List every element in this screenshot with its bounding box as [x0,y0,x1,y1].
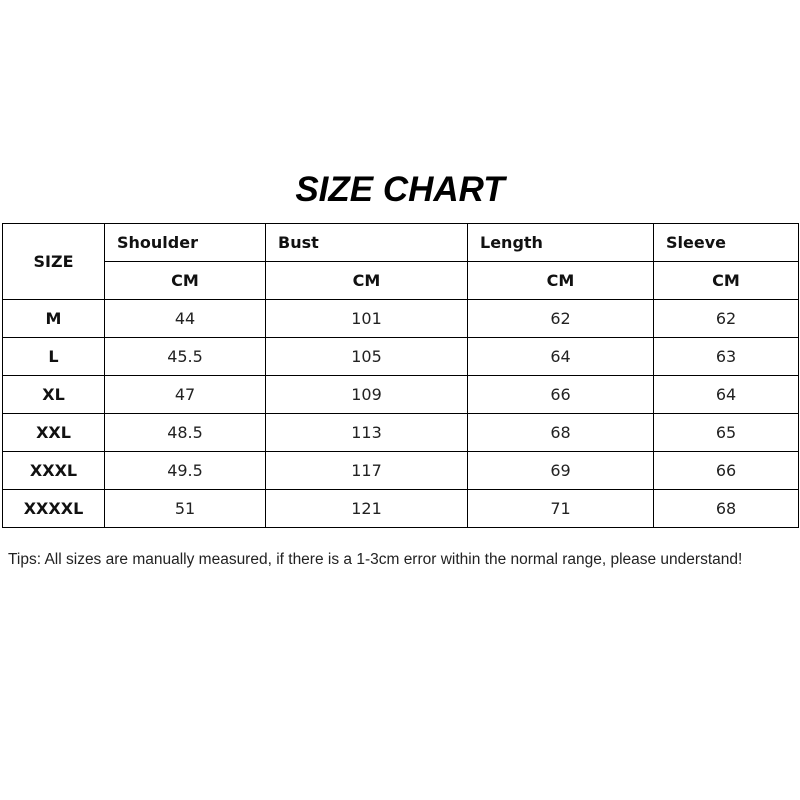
table-row [3,452,799,490]
table-row [3,490,799,528]
bust-cell: 117 [266,452,468,490]
bust-cell: 121 [266,490,468,528]
table-row [3,414,799,452]
unit-length: CM [468,262,654,300]
size-cell: XL [3,376,105,414]
unit-bust: CM [266,262,468,300]
size-cell: XXXL [3,452,105,490]
shoulder-cell: 51 [105,490,266,528]
header-bust: Bust [266,224,468,262]
bust-cell: 105 [266,338,468,376]
sleeve-cell: 64 [654,376,799,414]
header-row [3,224,799,262]
sleeve-cell: 68 [654,490,799,528]
shoulder-cell: 45.5 [105,338,266,376]
length-cell: 68 [468,414,654,452]
unit-row [3,262,799,300]
size-cell: L [3,338,105,376]
bust-cell: 113 [266,414,468,452]
shoulder-cell: 47 [105,376,266,414]
sleeve-cell: 62 [654,300,799,338]
unit-sleeve: CM [654,262,799,300]
length-cell: 62 [468,300,654,338]
sleeve-cell: 63 [654,338,799,376]
length-cell: 69 [468,452,654,490]
length-cell: 66 [468,376,654,414]
header-sleeve: Sleeve [654,224,799,262]
size-column-header: SIZE [3,224,105,300]
size-cell: M [3,300,105,338]
shoulder-cell: 49.5 [105,452,266,490]
bust-cell: 101 [266,300,468,338]
length-cell: 64 [468,338,654,376]
header-shoulder: Shoulder [105,224,266,262]
length-cell: 71 [468,490,654,528]
header-length: Length [468,224,654,262]
size-table [2,223,799,528]
size-cell: XXL [3,414,105,452]
shoulder-cell: 48.5 [105,414,266,452]
bust-cell: 109 [266,376,468,414]
size-cell: XXXXL [3,490,105,528]
table-row [3,376,799,414]
shoulder-cell: 44 [105,300,266,338]
sleeve-cell: 65 [654,414,799,452]
unit-shoulder: CM [105,262,266,300]
page-title: SIZE CHART [295,170,505,209]
sleeve-cell: 66 [654,452,799,490]
table-row [3,338,799,376]
tips-note: Tips: All sizes are manually measured, if there is a 1-3cm error within the normal range, please understand! [8,551,743,568]
table-row [3,300,799,338]
